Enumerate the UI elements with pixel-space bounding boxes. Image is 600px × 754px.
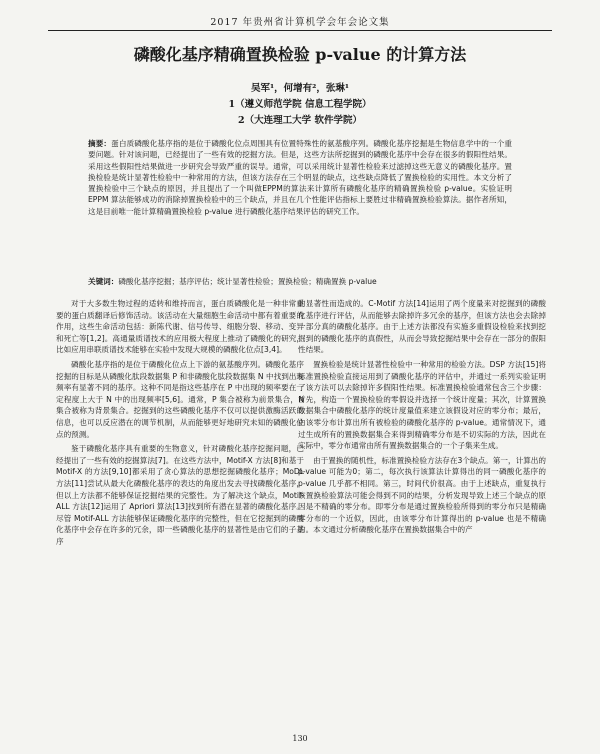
authors: 吴军¹，何增有²，张琳¹ [251,83,349,94]
paragraph: 鉴于磷酸化基序具有重要的生物意义，针对磷酸化基序挖掘问题，已经提出了一些有效的挖掘算法[7]。在这些方法中，Motif-X 方法[8]和基于 Motif-X 的方法[9,10]都采用了贪心算法的思想挖掘磷酸化基序；MoDL 方法[11]尝试从最大化磷酸化基序的表达的角度出发去寻找磷酸化基序，但以上方法都不能够保证挖掘结果的完整性。为了解决这个缺点，Motif-ALL 方法[12]运用了 Apriori 算法[13]找到所有潜在显著的磷酸化基序。尽管 Motif-ALL 方法能够保证磷酸化基序的完整性，但在它挖掘到的磷酸化基序中会存在许多的冗余，即一些磷酸化基序的显著性是由它们的子基序 [56,444,304,546]
abstract [88,138,512,217]
affiliation-1: 1（遵义师范学院 信息工程学院） [228,99,372,110]
paragraph: 对于大多数生物过程的适转和维持而言，蛋白质磷酸化是一种非常重要的蛋白质翻译后修饰活动。该活动在大量细胞生命活动中都有着重要的作用，这些生命活动包括：新陈代谢、信号传导、细胞分裂、移动、变异和死亡等[1,2]。高通量质谱技术的应用极大程度上推动了磷酸化的研究，比如应用串联质谱技术能够在实验中发现大规模的磷酸化位点[3,4]。 [56,299,304,355]
paper-title: 磷酸化基序精确置换检验 p-value 的计算方法 [133,45,467,64]
page-number: 130 [292,734,308,743]
running-head: 2017 年贵州省计算机学会年会论文集 [210,17,390,28]
affiliation-2: 2（大连理工大学 软件学院） [238,115,362,126]
keywords [88,276,512,287]
paragraph: 由于置换的随机性，标准置换检验方法存在3个缺点。第一，计算出的 p-value 可能为0；第二，每次执行该算法计算得出的同一磷酸化基序的 p-value 几乎都不相同。第三，时间代价很高。由于上述缺点，重复执行该置换检验算法可能会得到不同的结果，分析发现导致上述三个缺点的原因是不精确的零分布。即零分布是通过置换检验所得到的零分布只是精确零分布的一个近似，因此，由该零分布计算得出的 p-value 也是不精确的。本文通过分析磷酸化基序在置换数据集合中的产 [298,455,546,535]
keywords-text: 磷酸化基序挖掘；基序评估；统计显著性检验；置换检验；精确置换 p-value [118,277,377,286]
keywords-label: 关键词： [88,277,119,286]
left-column [56,298,304,550]
header-rule [48,30,552,31]
paragraph: 置换检验是统计显著性检验中一种常用的检验方法。DSP 方法[15]将标准置换检验直接运用到了磷酸化基序的评估中，并通过一系列实验证明了该方法可以去除掉许多假阳性结果。标准置换检验通常包含三个步骤：首先，构造一个置换检验的零假设并选择一个统计度量；其次，计算置换数据集合中磷酸化基序的统计度量值来建立该假设对应的零分布；最后，由该零分布计算出所有被检验的磷酸化基序的 p-value。通常情况下，通过生成所有的置换数据集合来得到精确零分布是不切实际的方法，因此在实际中，零分布通常由所有置换数据集合的一个子集来生成。 [298,359,546,451]
abstract-label: 摘要： [88,139,112,148]
paragraph: 磷酸化基序指的是位于磷酸化位点上下游的氨基酸序列。磷酸化基序挖掘的目标是从磷酸化肽段数据集 P 和非磷酸化肽段数据集 N 中找到出现频率有显著不同的基序。这种不同是指这些基序在 P 中出现的频率要在一定程度上大于 N 中的出现频率[5,6]。通常，P 集合被称为前景集合，N 集合被称为背景集合。挖掘到的这些磷酸化基序不仅可以提供激酶活跃的信息，也可以反应潜在的调节机制，从而能够更好地研究未知的磷酸化位点的预测。 [56,359,304,439]
paragraph: 的显著性而造成的。C-Motif 方法[14]运用了两个度量来对挖掘到的磷酸化基序进行评估，从而能够去除掉许多冗余的基序，但该方法也会去除掉一部分真的磷酸化基序。由于上述方法都没有实施多重假设检验来找到挖掘到的磷酸化基序的真假性，从而会导致挖掘结果中会存在一部分的假阳性结果。 [298,299,546,355]
abstract-text: 蛋白质磷酸化基序指的是位于磷酸化位点周围具有位置特殊性的氨基酸序列。磷酸化基序挖掘是生物信息学中的一个重要问题。针对该问题，已经提出了一些有效的挖掘方法。但是，这些方法所挖掘到的磷酸化基序中会存在很多的假阳性结果。采用这些假阳性结果做进一步研究会导致严重的误导。通常，可以采用统计显著性检验来过滤掉这些无意义的磷酸化基序。置换检验是统计显著性检验中一种常用的方法，但该方法存在三个明显的缺点，这些缺点降低了置换检验的实用性。本文分析了置换检验中三个缺点的原因，并且提出了一个叫做EPPM的算法来计算所有磷酸化基序的精确置换检验 p-value。实验证明 EPPM 算法能够成功的消除掉置换检验中的三个缺点，并且在几个性能评估指标上要胜过非精确置换检验算法。据作者所知，这是目前唯一能计算精确置换检验 p-value 进行磷酸化基序结果评估的研究工作。 [88,139,513,216]
right-column [298,298,546,539]
